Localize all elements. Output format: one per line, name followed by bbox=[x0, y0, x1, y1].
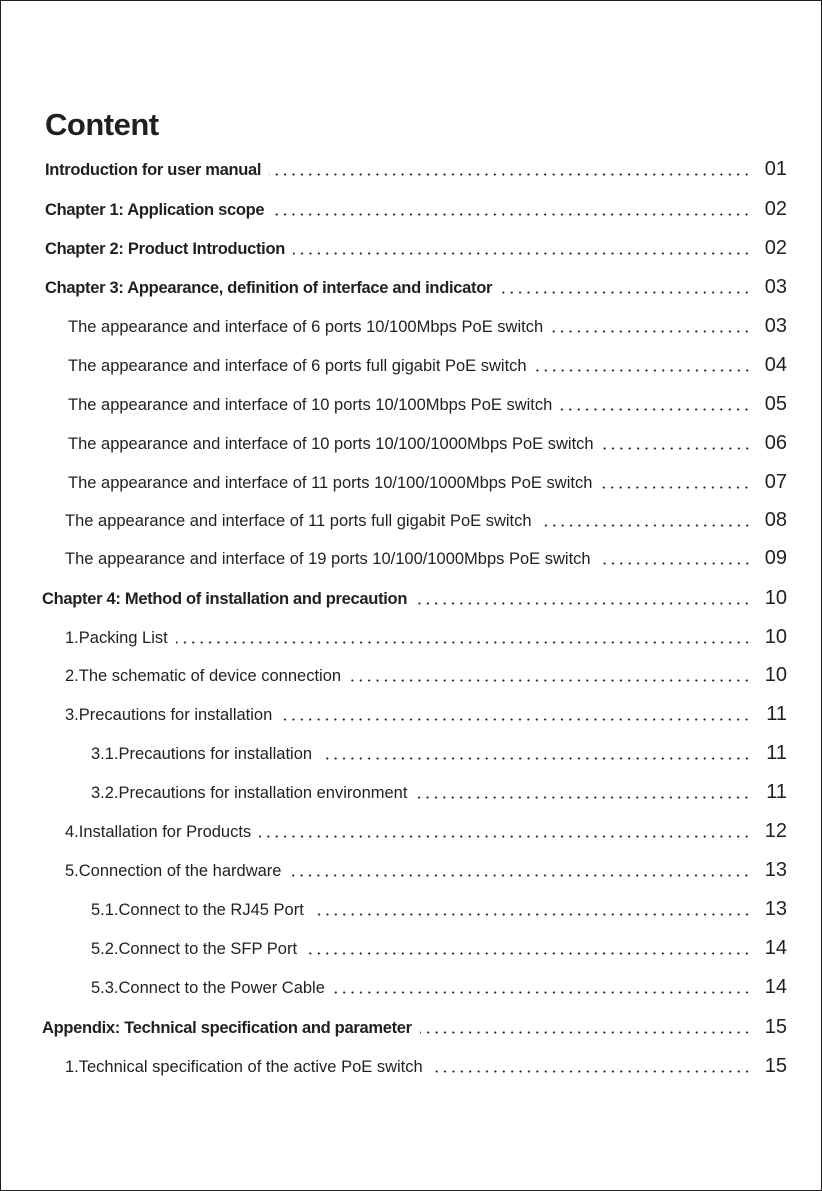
toc-entry-page: 03 bbox=[764, 276, 787, 298]
toc-entry[interactable] bbox=[91, 897, 787, 921]
toc-entry[interactable] bbox=[65, 663, 787, 687]
toc-entry-page: 13 bbox=[764, 898, 787, 920]
dot-leader bbox=[312, 913, 751, 916]
toc-entry[interactable] bbox=[45, 236, 787, 260]
toc-entry-page: 08 bbox=[764, 509, 787, 531]
dot-leader bbox=[176, 641, 751, 644]
dot-leader bbox=[500, 291, 751, 294]
toc-entry-label: 2.The schematic of device connection bbox=[65, 667, 342, 685]
toc-entry-label: The appearance and interface of 19 ports 10/100/1000Mbps PoE switch bbox=[65, 550, 591, 568]
toc-entry-label: 5.1.Connect to the RJ45 Port bbox=[91, 901, 304, 919]
toc-entry[interactable] bbox=[68, 470, 787, 494]
dot-leader bbox=[305, 952, 751, 955]
toc-entry[interactable] bbox=[45, 197, 787, 221]
toc-entry-page: 14 bbox=[764, 976, 787, 998]
toc-entry-label: Chapter 4: Method of installation and precaution bbox=[42, 590, 408, 608]
toc-entry-page: 07 bbox=[764, 471, 787, 493]
toc-entry-label: The appearance and interface of 11 ports full gigabit PoE switch bbox=[65, 512, 532, 530]
toc-entry-label: 5.3.Connect to the Power Cable bbox=[91, 979, 325, 997]
dot-leader bbox=[280, 718, 751, 721]
toc-entry-page: 12 bbox=[764, 820, 787, 842]
toc-entry-page: 05 bbox=[764, 393, 787, 415]
dot-leader bbox=[259, 835, 751, 838]
dot-leader bbox=[551, 330, 751, 333]
dot-leader bbox=[293, 252, 751, 255]
toc-entry[interactable] bbox=[65, 625, 787, 649]
toc-entry-label: 5.2.Connect to the SFP Port bbox=[91, 940, 298, 958]
toc-entry-page: 10 bbox=[764, 626, 787, 648]
dot-leader bbox=[415, 796, 751, 799]
dot-leader bbox=[599, 562, 751, 565]
toc-entry[interactable] bbox=[45, 157, 787, 181]
toc-entry-label: 3.Precautions for installation bbox=[65, 706, 273, 724]
toc-entry-label: Appendix: Technical specification and parameter bbox=[42, 1019, 412, 1037]
page-title: Content bbox=[45, 107, 159, 142]
toc-entry-label: Chapter 2: Product Introduction bbox=[45, 240, 286, 258]
dot-leader bbox=[272, 213, 751, 216]
toc-entry-label: The appearance and interface of 10 ports 10/100/1000Mbps PoE switch bbox=[68, 435, 594, 453]
toc-entry-label: The appearance and interface of 11 ports 10/100/1000Mbps PoE switch bbox=[68, 474, 593, 492]
toc-entry[interactable] bbox=[65, 1054, 787, 1078]
dot-leader bbox=[333, 991, 751, 994]
toc-entry-page: 03 bbox=[764, 315, 787, 337]
toc-entry-label: Chapter 3: Appearance, definition of interface and indicator bbox=[45, 279, 493, 297]
toc-entry-label: 3.1.Precautions for installation bbox=[91, 745, 313, 763]
dot-leader bbox=[415, 602, 751, 605]
toc-entry-page: 01 bbox=[764, 158, 787, 180]
dot-leader bbox=[349, 679, 751, 682]
toc-entry[interactable] bbox=[65, 858, 787, 882]
dot-leader bbox=[602, 447, 751, 450]
toc-entry[interactable] bbox=[68, 314, 787, 338]
toc-entry-page: 11 bbox=[766, 781, 787, 803]
toc-entry-label: 1.Packing List bbox=[65, 629, 168, 647]
dot-leader bbox=[560, 408, 751, 411]
dot-leader bbox=[600, 486, 751, 489]
dot-leader bbox=[420, 1031, 751, 1034]
toc-entry[interactable] bbox=[65, 819, 787, 843]
toc-entry[interactable] bbox=[91, 741, 787, 765]
toc-entry[interactable] bbox=[45, 275, 787, 299]
dot-leader bbox=[289, 874, 751, 877]
toc-entry-label: Introduction for user manual bbox=[45, 161, 262, 179]
dot-leader bbox=[540, 524, 751, 527]
toc-entry[interactable] bbox=[68, 431, 787, 455]
toc-entry[interactable] bbox=[68, 353, 787, 377]
toc-entry-label: 5.Connection of the hardware bbox=[65, 862, 282, 880]
toc-entry-page: 11 bbox=[766, 742, 787, 764]
toc-entry-page: 02 bbox=[764, 198, 787, 220]
toc-entry-label: The appearance and interface of 6 ports 10/100Mbps PoE switch bbox=[68, 318, 544, 336]
toc-entry[interactable] bbox=[91, 936, 787, 960]
dot-leader bbox=[269, 173, 751, 176]
toc-entry-label: 3.2.Precautions for installation environment bbox=[91, 784, 408, 802]
toc-entry[interactable] bbox=[42, 586, 787, 610]
toc-entry-page: 14 bbox=[764, 937, 787, 959]
toc-entry[interactable] bbox=[65, 546, 787, 570]
toc-entry-label: Chapter 1: Application scope bbox=[45, 201, 265, 219]
toc-entry-page: 09 bbox=[764, 547, 787, 569]
toc-entry[interactable] bbox=[42, 1015, 787, 1039]
toc-entry-page: 02 bbox=[764, 237, 787, 259]
toc-entry-page: 11 bbox=[766, 703, 787, 725]
dot-leader bbox=[535, 369, 751, 372]
toc-entry-page: 10 bbox=[764, 587, 787, 609]
toc-entry[interactable] bbox=[65, 508, 787, 532]
toc-entry[interactable] bbox=[68, 392, 787, 416]
toc-entry[interactable] bbox=[91, 975, 787, 999]
toc-entry[interactable] bbox=[91, 780, 787, 804]
toc-entry[interactable] bbox=[65, 702, 787, 726]
toc-entry-page: 10 bbox=[764, 664, 787, 686]
toc-entry-label: The appearance and interface of 10 ports 10/100Mbps PoE switch bbox=[68, 396, 553, 414]
dot-leader bbox=[320, 757, 751, 760]
toc-entry-label: The appearance and interface of 6 ports full gigabit PoE switch bbox=[68, 357, 527, 375]
toc-entry-page: 13 bbox=[764, 859, 787, 881]
dot-leader bbox=[431, 1070, 751, 1073]
toc-entry-page: 15 bbox=[764, 1016, 787, 1038]
toc-entry-label: 1.Technical specification of the active PoE switch bbox=[65, 1058, 423, 1076]
toc-entry-page: 06 bbox=[764, 432, 787, 454]
toc-entry-page: 15 bbox=[764, 1055, 787, 1077]
toc-entry-label: 4.Installation for Products bbox=[65, 823, 252, 841]
toc-entry-page: 04 bbox=[764, 354, 787, 376]
